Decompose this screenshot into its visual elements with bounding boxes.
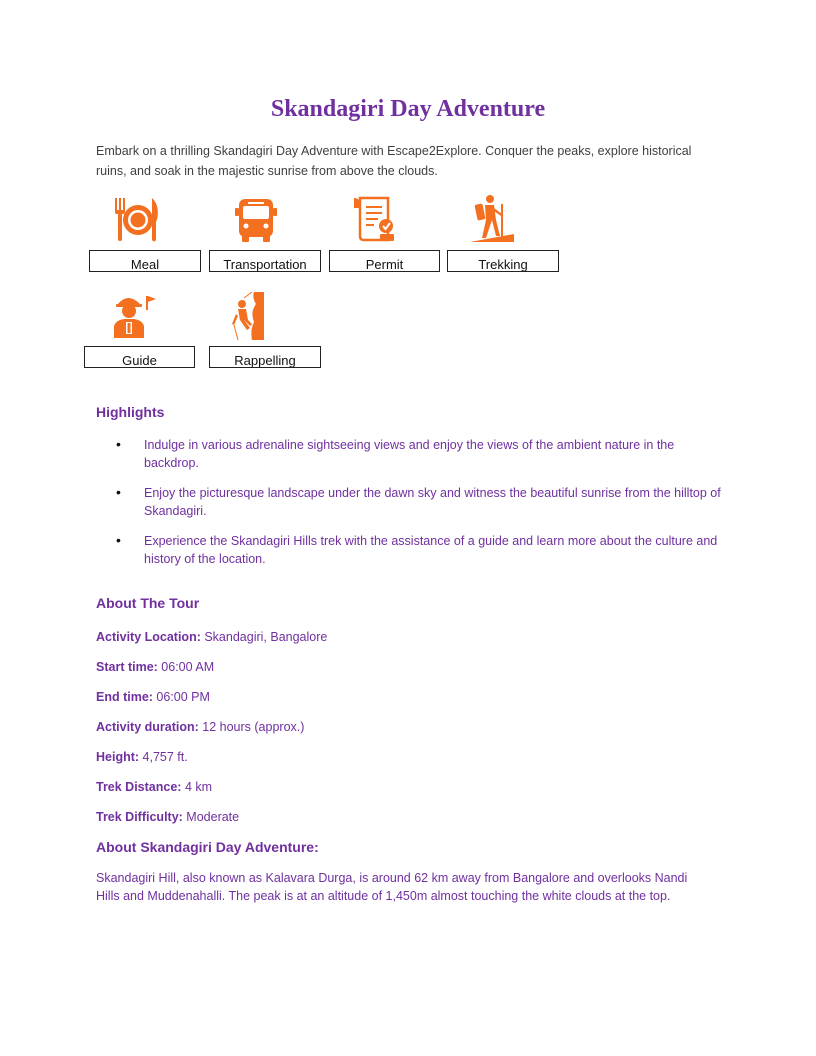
trekking-icon bbox=[468, 194, 520, 246]
fact-label: Activity Location: bbox=[96, 630, 201, 644]
highlights-list bbox=[96, 436, 726, 580]
fact-label: End time: bbox=[96, 690, 153, 704]
fact-activity-location bbox=[96, 630, 327, 644]
fact-label: Trek Difficulty: bbox=[96, 810, 183, 824]
fact-value: 06:00 AM bbox=[157, 660, 215, 674]
inclusion-box-permit: Permit bbox=[329, 250, 440, 272]
inclusion-box-trekking: Trekking bbox=[447, 250, 559, 272]
bullet-marker: • bbox=[116, 436, 121, 452]
highlights-heading: Highlights bbox=[96, 404, 165, 420]
list-item bbox=[96, 484, 726, 520]
fact-value: Skandagiri, Bangalore bbox=[200, 630, 328, 644]
fact-trek-distance bbox=[96, 780, 212, 794]
inclusion-box-transportation: Transportation bbox=[209, 250, 321, 272]
fact-label: Height: bbox=[96, 750, 140, 764]
fact-activity-duration bbox=[96, 720, 304, 734]
fact-value: 06:00 PM bbox=[152, 690, 210, 704]
fact-value: 4 km bbox=[181, 780, 213, 794]
intro-paragraph: Embark on a thrilling Skandagiri Day Adventure with Escape2Explore. Conquer the peaks, explore historical ruins, and soak in the majestic sunrise from above the clouds. bbox=[96, 144, 692, 178]
inclusion-box-guide: Guide bbox=[84, 346, 195, 368]
fact-height bbox=[96, 750, 188, 764]
inclusion-box-meal: Meal bbox=[89, 250, 201, 272]
list-item bbox=[96, 436, 726, 472]
fact-label: Trek Distance: bbox=[96, 780, 182, 794]
about-adventure-paragraph: Skandagiri Hill, also known as Kalavara Durga, is around 62 km away from Bangalore and overlooks Nandi Hills and Muddenahalli. The peak is at an altitude of 1,450m almost touching the white clouds at the top. bbox=[96, 871, 688, 903]
rappelling-icon bbox=[228, 290, 280, 342]
bus-icon bbox=[230, 194, 282, 246]
fact-label: Start time: bbox=[96, 660, 158, 674]
meal-icon bbox=[112, 194, 164, 246]
about-tour-heading: About The Tour bbox=[96, 595, 200, 611]
about-adventure-heading: About Skandagiri Day Adventure: bbox=[96, 839, 319, 855]
permit-icon bbox=[350, 194, 402, 246]
fact-value: Moderate bbox=[182, 810, 240, 824]
fact-start-time bbox=[96, 660, 214, 674]
highlight-text: Experience the Skandagiri Hills trek with the assistance of a guide and learn more about the culture and history of the location. bbox=[144, 534, 718, 566]
fact-trek-difficulty bbox=[96, 810, 239, 824]
bullet-marker: • bbox=[116, 532, 121, 548]
list-item bbox=[96, 532, 726, 568]
page-title: Skandagiri Day Adventure bbox=[270, 96, 546, 122]
highlight-text: Indulge in various adrenaline sightseeing views and enjoy the views of the ambient nature in the backdrop. bbox=[144, 438, 675, 470]
fact-value: 4,757 ft. bbox=[139, 750, 188, 764]
highlight-text: Enjoy the picturesque landscape under the dawn sky and witness the beautiful sunrise from the hilltop of Skandagiri. bbox=[144, 486, 721, 518]
fact-label: Activity duration: bbox=[96, 720, 199, 734]
guide-icon bbox=[108, 290, 160, 342]
fact-end-time bbox=[96, 690, 210, 704]
inclusion-box-rappelling: Rappelling bbox=[209, 346, 321, 368]
bullet-marker: • bbox=[116, 484, 121, 500]
fact-value: 12 hours (approx.) bbox=[198, 720, 305, 734]
